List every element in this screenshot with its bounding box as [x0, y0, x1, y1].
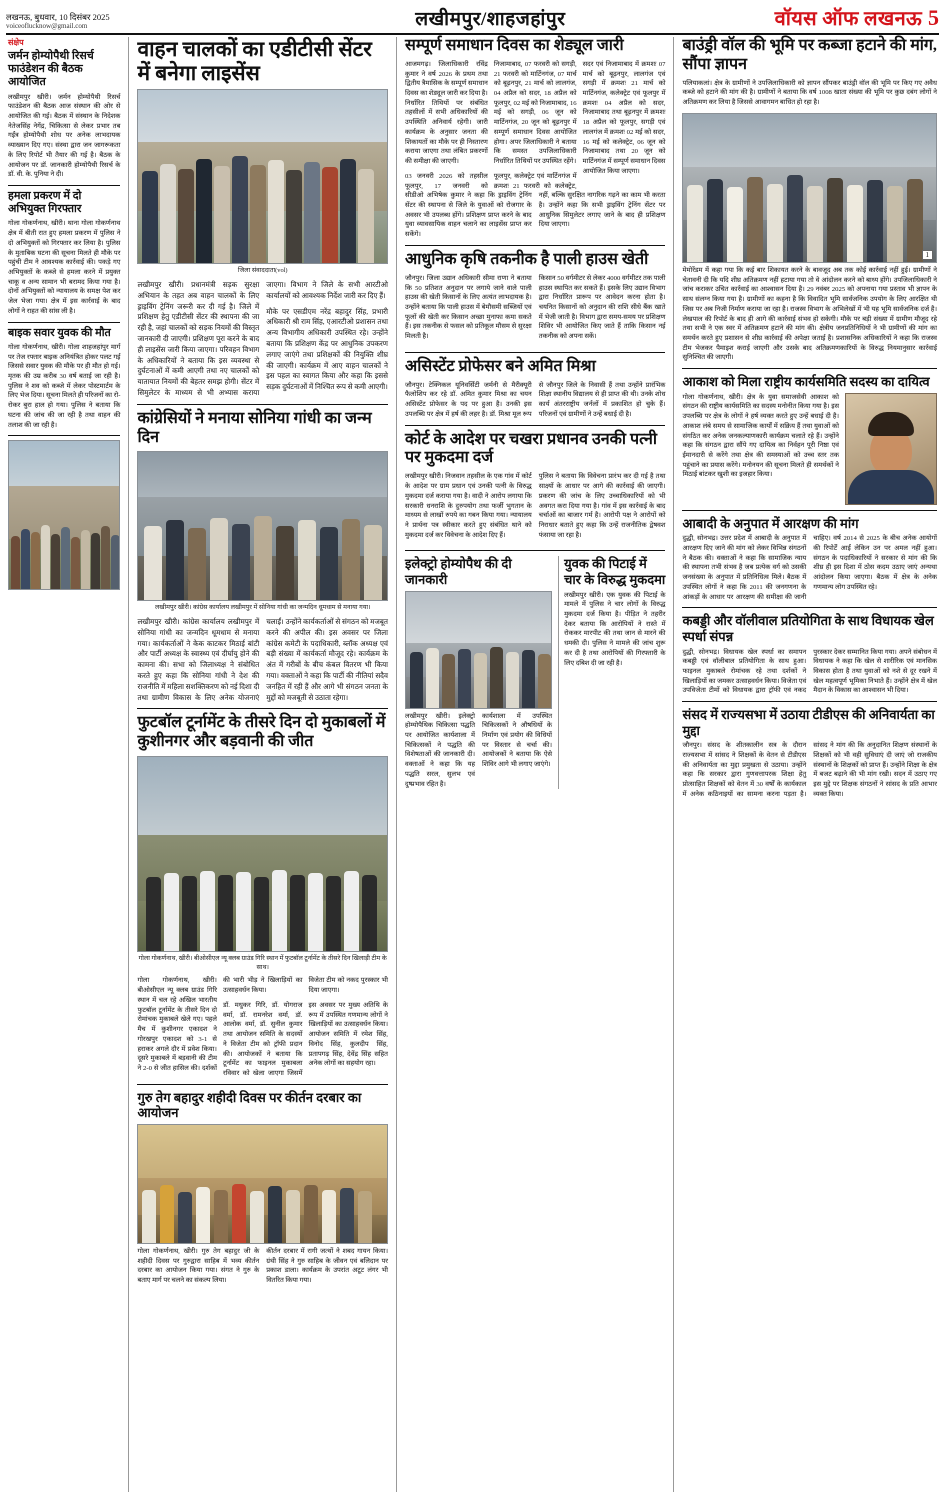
- article-body-assault: गोला गोकर्णनाथ, खीरी। थाना गोला गोकर्णनाथ क्षेत्र में बीती रात हुए हमला प्रकरण में पुलिस ने दो अभियुक्तों को गिरफ्तार कर लिया है। पुलिस के मुताबिक घटना की सूचना मिलते ही मौके पर पहुंची टीम ने आवश्यक कार्रवाई की। पकड़े गए अभियुक्तों के कब्जे से हमला करने में प्रयुक्त चाकू व अन्य सामान भी बरामद किया गया है। दोनों अभियुक्तों को न्यायालय के समक्ष पेश कर जेल भेजा गया। क्षेत्र में इस कार्रवाई के बाद लोगों ने राहत की सांस ली है।: [8, 220, 121, 315]
- column-grid: [6, 37, 939, 1492]
- article-body-samadhan-note-left: सीडीओ अभिषेक कुमार ने कहा कि ड्राइविंग ट्रेनिंग सेंटर की स्थापना से जिले के युवाओं को रोजगार के अवसर भी उपलब्ध होंगे। प्रशिक्षण प्राप्त करने के बाद युवा व्यावसायिक वाहन चलाने का लाइसेंस प्राप्त कर सकेंगे।: [405, 192, 532, 239]
- photo-football-team: [137, 756, 388, 952]
- article-body-hrf: लखीमपुर खीरी। जर्मन होम्योपैथी रिसर्च फाउंडेशन की बैठक आज संस्थान की ओर से आयोजित की गई। बैठक में संस्थान के निदेशक नेतेजसिंह नेगेंद्र, चिकित्सा से लेकर प्रभार तब गईंत्र होम्योपैथी शोध पर अनेक लाभदायक व्याख्यान दिए गए। संस्था द्वारा जन जागरूकता के लिए रिपोर्ट भी तैयार की गई है। बैठक के आयोजन पर डॉ. जानकारी होम्योपैथी रिसर्च के डॉ. वी. के. पुनिया ने दी।: [8, 93, 121, 179]
- crowd-figures: [138, 1167, 387, 1243]
- column-4: [680, 37, 939, 1492]
- article-body-samadhan-1: आजमगढ़। जिलाधिकारी रविंद्र कुमार ने वर्ष 2026 के प्रथम तथा द्वितीय त्रैमासिक के सम्पूर्ण समाधान दिवस का शेड्यूल जारी कर दिया है। निर्धारित तिथियों पर संबंधित तहसीलों में सभी अधिकारियों की उपस्थिति अनिवार्य रहेगी। जारी कार्यक्रम के अनुसार जनता की शिकायतों का मौके पर ही निस्तारण कराया जाएगा तथा लंबित प्रकरणों की समीक्षा की जाएगी।: [405, 60, 488, 166]
- article-body-homeopathy-1: लखीमपुर खीरी। इलेक्ट्रो होम्योपैथिक चिकित्सा पद्धति पर आयोजित कार्यशाला में चिकित्सकों ने पद्धति की विशेषताओं की जानकारी दी। वक्ताओं ने कहा कि यह पद्धति सरल, सुलभ एवं दुष्प्रभाव रहित है।: [405, 712, 476, 788]
- article-body-polyhouse-2: किसान 50 वर्गमीटर से लेकर 4000 वर्गमीटर तक पाली हाउस स्थापित कर सकते हैं। इसके लिए उद्यान विभाग द्वारा निर्धारित प्रारूप पर आवेदन करना होता है। चयनित किसानों को अनुदान की राशि सीधे बैंक खाते में भेजी जाती है। विभाग द्वारा समय-समय पर प्रशिक्षण शिविर भी आयोजित किए जाते हैं ताकि किसान नई तकनीक को अपना सकें।: [538, 274, 666, 341]
- article-title-assault: हमला प्रकरण में दो अभियुक्त गिरफ्तार: [8, 190, 82, 216]
- article-body-football-3: इस अवसर पर मुख्य अतिथि के रूप में उपस्थित गणमान्य लोगों ने खिलाड़ियों का उत्साहवर्धन किया। आयोजन समिति में रमेश सिंह, विनोद सिंह, कुलदीप सिंह, प्रतापगढ़ सिंह, देवेंद्र सिंह सहित अनेक लोगों का सहयोग रहा।: [308, 1001, 388, 1068]
- photo-caption-officials: जिला संवाददाता(vol): [237, 267, 288, 275]
- photo-congress-meeting: [137, 451, 388, 601]
- article-body-court-1: लखीमपुर खीरी। निजवान तहसील के एक गांव में कोर्ट के आदेश पर ग्राम प्रधान एवं उनकी पत्नी के विरुद्ध मुकदमा दर्ज कराया गया है। वादी ने आरोप लगाया कि सरकारी धनराशि के दुरुपयोग तथा फर्जी भुगतान के माध्यम से लाखों रुपये का गबन किया गया। न्यायालय ने प्रार्थना पत्र स्वीकार करते हुए संबंधित थाने को मुकदमा दर्ज कर विवेचना के आदेश दिए हैं।: [405, 473, 532, 539]
- headline-tds-parliament: संसद में राज्यसभा में उठाया टीडीएस की अनिवार्यता का मुद्दा: [682, 707, 935, 738]
- photo-index-label: 1: [922, 250, 934, 260]
- headline-boundary-wall: बाउंड्री वॉल की भूमि पर कब्जा हटाने की मांग, सौंपा ज्ञापन: [682, 37, 937, 73]
- column-1: [6, 37, 122, 1492]
- article-body-football-1: गोला गोकर्णनाथ, खीरी। बीओसीएल न्यू क्लब ग्राउंड गिरि स्थान में चल रहे अखिल भारतीय फुटबॉल टूर्नामेंट के तीसरे दिन दो रोमांचक मुकाबले खेले गए। पहले मैच में कुशीनगर एकादश ने गोरखपुर एकादश को 3-1 से हराकर अगले दौर में प्रवेश किया। दूसरे मुकाबले में बड़वानी की टीम ने 2-0 से जीत हासिल की। दर्शकों की भारी भीड़ ने खिलाड़ियों का उत्साहवर्धन किया।: [137, 977, 303, 1072]
- article-body-sports: दुद्धी, सोनभद्र। विधायक खेल स्पर्धा का समापन कबड्डी एवं वॉलीबाल प्रतियोगिता के साथ हुआ। फाइनल मुकाबले रोमांचक रहे तथा दर्शकों ने खिलाड़ियों का जमकर उत्साहवर्धन किया। विजेता एवं उपविजेता टीमों को विधायक द्वारा ट्रॉफी एवं नकद पुरस्कार देकर सम्मानित किया गया। अपने संबोधन में विधायक ने कहा कि खेल से शारीरिक एवं मानसिक विकास होता है तथा युवाओं को नशे से दूर रखने में खेल महत्वपूर्ण भूमिका निभाते हैं। उन्होंने क्षेत्र में खेल मैदान के विकास का आश्वासन भी दिया।: [682, 648, 937, 695]
- headline-akash-appointment: आकाश को मिला राष्ट्रीय कार्यसमिति सदस्य का दायित्व: [682, 374, 930, 390]
- article-body-youth-beating: लखीमपुर खीरी। एक युवक की पिटाई के मामले में पुलिस ने चार लोगों के विरुद्ध मुकदमा दर्ज किया है। पीड़ित ने तहरीर देकर बताया कि आरोपियों ने रास्ते में रोककर मारपीट की तथा जान से मारने की धमकी दी। पुलिस ने मामले की जांच शुरू कर दी है तथा आरोपियों की गिरफ्तारी के लिए दबिश दी जा रही है।: [564, 591, 666, 667]
- brief-kicker: संक्षेप: [8, 38, 24, 47]
- article-body-samadhan-3: फूलपुर, कलेक्ट्रेट एवं मार्टिनगंज में क्रमशः 21 फरवरी को कलेक्ट्रेट, सदर एवं निजामाबाद में क्रमशः 07 मार्च को बूढ़नपुर, लालगंज एवं सगड़ी में क्रमशः 21 मार्च को मार्टिनगंज, कलेक्ट्रेट एवं फूलपुर में क्रमशः 04 अप्रैल को सदर, निजामाबाद तथा बूढ़नपुर में क्रमशः 18 अप्रैल को फूलपुर, सगड़ी एवं लालगंज में क्रमशः 02 मई को सदर, 16 मई को कलेक्ट्रेट, 06 जून को निजामाबाद तथा 20 जून को मार्टिनगंज में सम्पूर्ण समाधान दिवस आयोजित किया जाएगा।: [493, 60, 666, 190]
- brand-logo: वॉयस ऑफ लखनऊ: [774, 8, 922, 30]
- article-body-sonia: लखीमपुर खीरी। कांग्रेस कार्यालय लखीमपुर में सोनिया गांधी का जन्मदिन धूमधाम से मनाया गया। कार्यकर्ताओं ने केक काटकर मिठाई बांटी और पार्टी अध्यक्ष के स्वास्थ्य एवं दीर्घायु होने की कामना की। सभा को जिलाध्यक्ष ने संबोधित करते हुए कहा कि सोनिया गांधी ने देश की राजनीति में महिला सशक्तिकरण को नई दिशा दी तथा ग्रामीण विकास के लिए अनेक योजनाएं चलाईं। उन्होंने कार्यकर्ताओं से संगठन को मजबूत करने की अपील की। इस अवसर पर जिला कांग्रेस कमेटी के पदाधिकारी, ब्लॉक अध्यक्ष एवं बड़ी संख्या में कार्यकर्ता मौजूद रहे। कार्यक्रम के अंत में गरीबों के बीच कंबल वितरण भी किया गया। वक्ताओं ने कहा कि पार्टी की नीतियां सदैव जनहित में रही हैं और आगे भी संगठन जनता के मुद्दों को मजबूती से उठाता रहेगा।: [137, 618, 388, 702]
- crowd-figures: [138, 139, 387, 264]
- article-body-polyhouse-1: जौनपुर। जिला उद्यान अधिकारी सीमा राणा ने बताया कि 50 प्रतिशत अनुदान पर लगाये जाने वाले पाली हाउस की खेती किसानों के लिए अत्यंत लाभदायक है। उन्होंने बताया कि पाली हाउस में बेमौसमी सब्जियों एवं फूलों की खेती कर किसान अच्छा मुनाफा कमा सकते हैं। इस तकनीक से फसल को प्रतिकूल मौसम से सुरक्षा मिलती है।: [405, 274, 532, 341]
- headline-poly-house: आधुनिक कृषि तकनीक है पाली हाउस खेती: [405, 250, 649, 268]
- page-number: 5: [927, 4, 939, 30]
- headline-assistant-professor: असिस्टेंट प्रोफेसर बने अमित मिश्रा: [405, 357, 596, 375]
- headline-driving-license: वाहन चालकों का एडीटीसी सेंटर में बनेगा लाइसेंस: [137, 37, 372, 86]
- photo-field-gathering: [8, 440, 120, 590]
- article-body-court-2: पुलिस ने बताया कि विवेचना प्रारंभ कर दी गई है तथा साक्ष्यों के आधार पर आगे की कार्रवाई की जाएगी। प्रकरण की जांच के लिए उच्चाधिकारियों को भी अवगत करा दिया गया है। गांव में इस कार्रवाई के बाद चर्चाओं का बाजार गर्म है। आरोपी पक्ष ने आरोपों को निराधार बताते हुए कहा कि उन्हें राजनीतिक द्वेषवश फंसाया जा रहा है।: [538, 473, 666, 539]
- headline-youth-beating-case: युवक की पिटाई में चार के विरुद्ध मुकदमा: [564, 556, 666, 587]
- article-body-akash: गोला गोकर्णनाथ, खीरी। क्षेत्र के युवा समाजसेवी आकाश को संगठन की राष्ट्रीय कार्यसमिति का सदस्य मनोनीत किया गया है। इस उपलब्धि पर क्षेत्र के लोगों ने हर्ष व्यक्त करते हुए उन्हें बधाई दी है। आकाश लंबे समय से सामाजिक कार्यों में सक्रिय हैं तथा युवाओं को संगठित कर अनेक जनकल्याणकारी कार्यक्रम चलाते रहे हैं। उन्होंने कहा कि संगठन द्वारा सौंपे गए दायित्व का निर्वहन पूरी निष्ठा एवं ईमानदारी से करेंगे तथा क्षेत्र की समस्याओं को उच्च स्तर तक पहुंचाने का प्रयास करेंगे। मनोनयन की सूचना मिलते ही समर्थकों ने मिठाई बांटकर खुशी का इजहार किया।: [682, 393, 839, 479]
- edition-date: लखनऊ, बुधवार, 10 दिसंबर 2025: [6, 11, 110, 22]
- headline-guru-teg-bahadur: गुरु तेग बहादुर शहीदी दिवस पर कीर्तन दरबार का आयोजन: [137, 1089, 362, 1121]
- article-body-samadhan-2: 03 जनवरी 2026 को तहसील फूलपुर, 17 जनवरी को निजामाबाद, 07 फरवरी को सगड़ी, 21 फरवरी को मार्टिनगंज, 07 मार्च को बूढ़नपुर, 21 मार्च को लालगंज, 04 अप्रैल को सदर, 18 अप्रैल को फूलपुर, 02 मई को निजामाबाद, 16 मई को सगड़ी, 06 जून को मार्टिनगंज, 20 जून को बूढ़नपुर में सम्पूर्ण समाधान दिवस आयोजित होगा। अपर जिलाधिकारी ने बताया कि समस्त उपजिलाधिकारी निर्धारित तिथियों पर उपस्थित रहेंगे।: [405, 60, 577, 190]
- masthead-left: [6, 12, 206, 31]
- masthead-right: [775, 4, 939, 31]
- masthead: [6, 4, 939, 35]
- article-body-reservation: दुद्धी, सोनभद्र। उत्तर प्रदेश में आबादी के अनुपात में आरक्षण दिए जाने की मांग को लेकर विभिन्न संगठनों ने बैठक की। वक्ताओं ने कहा कि सामाजिक न्याय की स्थापना तभी संभव है जब प्रत्येक वर्ग को उसकी जनसंख्या के अनुपात में प्रतिनिधित्व मिले। बैठक में उपस्थित लोगों ने कहा कि 2011 की जनगणना के आंकड़ों के आधार पर आरक्षण की समीक्षा की जानी चाहिए। वर्ष 2014 से 2025 के बीच अनेक आयोगों की रिपोर्टें आईं लेकिन उन पर अमल नहीं हुआ। संगठन के पदाधिकारियों ने सरकार से मांग की कि शीघ्र ही इस दिशा में ठोस कदम उठाए जाएं अन्यथा आंदोलन किया जाएगा। बैठक में क्षेत्र के अनेक गणमान्य लोग उपस्थित रहे।: [682, 535, 937, 601]
- article-body-license-2: मौके पर एसडीएम नरेंद्र बहादुर सिंह, प्रभारी अधिकारी श्री राम सिंह, एआरटीओ प्रशासन तथा अन्य विभागीय अधिकारी उपस्थित रहे। उन्होंने बताया कि प्रशिक्षण केंद्र पर आधुनिक उपकरण लगाए जाएंगे तथा प्रशिक्षकों की नियुक्ति शीघ्र की जाएगी। कार्यक्रम में आए वाहन चालकों ने इस पहल का स्वागत किया और कहा कि इससे सड़क दुर्घटनाओं में निश्चित रूप से कमी आएगी।: [266, 307, 388, 392]
- photo-officials-group: [137, 89, 388, 264]
- crowd-figures: [683, 158, 936, 262]
- headline-samadhan-diwas: सम्पूर्ण समाधान दिवस का शेड्यूल जारी: [405, 37, 624, 54]
- article-body-football-2: डॉ. मधुकर गिरि, डॉ. योगराज वर्मा, डॉ. रामनरेश वर्मा, डॉ. आलोक वर्मा, डॉ. सुनील कुमार तथा आयोजन समिति के सदस्यों ने विजेता टीम को ट्रॉफी प्रदान की। आयोजकों ने बताया कि टूर्नामेंट का फाइनल मुकाबला रविवार को खेला जाएगा जिसमें विजेता टीम को नकद पुरस्कार भी दिया जाएगा।: [222, 977, 388, 1077]
- article-body-boundary-main: मेमोरेंडम में कहा गया कि कई बार शिकायत करने के बावजूद अब तक कोई कार्रवाई नहीं हुई। ग्रामीणों ने चेतावनी दी कि यदि शीघ्र अतिक्रमण नहीं हटाया गया तो वे आंदोलन करने को बाध्य होंगे। उपजिलाधिकारी ने जांच कराकर उचित कार्रवाई का आश्वासन दिया है। 29 नवंबर 2025 को अपनाया गया प्रस्ताव भी ज्ञापन के साथ संलग्न किया गया है। ग्रामीणों का कहना है कि विवादित भूमि सार्वजनिक उपयोग के लिए आरक्षित थी जिस पर अब निजी निर्माण कराया जा रहा है। राजस्व विभाग के अभिलेखों में भी यह भूमि सार्वजनिक दर्ज है। लेखपाल की रिपोर्ट के बाद ही आगे की कार्रवाई संभव हो सकेगी। मौके पर बड़ी संख्या में ग्रामीण मौजूद रहे तथा सभी ने एक स्वर में अतिक्रमण हटाने की मांग की। क्षेत्रीय जनप्रतिनिधियों ने भी ग्रामीणों की मांग का समर्थन करते हुए प्रशासन से शीघ्र कार्रवाई की अपेक्षा जताई है। प्रशासनिक अधिकारियों ने कहा कि राजस्व टीम भेजकर पैमाइश कराई जाएगी और उसके बाद अतिक्रमणकारियों के विरुद्ध नियमानुसार कार्रवाई सुनिश्चित की जाएगी।: [682, 266, 937, 362]
- article-title-hrf: जर्मन होम्योपैथी रिसर्च फाउंडेशन की बैठक आयोजित: [8, 50, 94, 89]
- photo-kirtan-darbar: [137, 1124, 388, 1244]
- headline-sonia-birthday: कांग्रेसियों ने मनाया सोनिया गांधी का जन्म दिन: [137, 409, 372, 446]
- article-body-guru-2: कीर्तन दरबार में रागी जत्थों ने शबद गायन किया। ग्रंथी सिंह ने गुरु साहिब के जीवन एवं बलिदान पर प्रकाश डाला। कार्यक्रम के उपरांत अटूट लंगर भी वितरित किया गया।: [266, 1247, 388, 1285]
- headline-sports-competition: कबड्डी और वॉलीवाल प्रतियोगिता के साथ विधायक खेल स्पर्धा संपन्न: [682, 613, 934, 644]
- article-body-homeopathy-2: कार्यशाला में उपस्थित चिकित्सकों ने औषधियों के निर्माण एवं प्रयोग की विधियों पर विस्तार से चर्चा की। आयोजकों ने बताया कि ऐसे शिविर आगे भी लगाए जाएंगे।: [482, 712, 553, 769]
- article-body-samadhan-note-right: नहीं, बल्कि सुरक्षित नागरिक गढ़ने का काम भी करता है। उन्होंने कहा कि सभी ड्राइविंग ट्रेनिंग सेंटर पर आधुनिक सिमुलेटर लगाए जाने के बाद ही प्रशिक्षण दिया जाएगा।: [538, 192, 666, 229]
- column-3: [403, 37, 667, 1492]
- photo-memorandum-submission: [682, 113, 937, 263]
- crowd-figures: [406, 631, 551, 708]
- article-title-bike: बाइक सवार युवक की मौत: [8, 326, 111, 339]
- headline-electro-homeopathy: इलेक्ट्रो होम्योपैथ की दी जानकारी: [405, 556, 512, 587]
- photo-homeopathy-workshop: [405, 591, 552, 709]
- article-body-boundary-intro: पलियाकलां। क्षेत्र के ग्रामीणों ने उपजिलाधिकारी को ज्ञापन सौंपकर बाउंड्री वॉल की भूमि पर किए गए अवैध कब्जे को हटाने की मांग की है। ग्रामीणों ने बताया कि वर्ष 1008 खाता संख्या की भूमि पर कुछ दबंग लोगों ने अतिक्रमण कर लिया है जिससे आवागमन बाधित हो रहा है।: [682, 79, 937, 107]
- article-body-bike: गोला गोकर्णनाथ, खीरी। गोला शाहजहांपुर मार्ग पर तेज रफ्तार बाइक अनियंत्रित होकर पलट गई जिससे सवार युवक की मौके पर ही मौत हो गई। मृतक की उम्र करीब 30 वर्ष बताई जा रही है। पुलिस ने शव को कब्जे में लेकर पोस्टमार्टम के लिए भेज दिया। सूचना मिलते ही परिजनों का रो-रोकर बुरा हाल हो गया। पुलिस ने बताया कि घटना की जांच की जा रही है तथा वाहन की तलाश की जा रही है।: [8, 343, 121, 429]
- contact-email: voiceoflucknow@gmail.com: [6, 22, 88, 31]
- article-body-guru-1: गोला गोकर्णनाथ, खीरी। गुरु तेग बहादुर जी के शहीदी दिवस पर गुरुद्वारा साहिब में भव्य कीर्तन दरबार का आयोजन किया गया। संगत ने गुरु के बताए मार्ग पर चलने का संकल्प लिया।: [137, 1247, 260, 1285]
- article-body-license-1: लखीमपुर खीरी। प्रधानमंत्री सड़क सुरक्षा अभियान के तहत अब वाहन चालकों के लिए ड्राइविंग ट्रेनिंग जरूरी कर दी गई है। जिले में प्रशिक्षण हेतु एडीटीसी सेंटर की स्थापना की जा रही है, जहां चालकों को सड़क नियमों की विस्तृत जानकारी दी जाएगी। प्रशिक्षण पूरा करने के बाद ही लाइसेंस जारी किया जाएगा। परिवहन विभाग के अधिकारियों ने बताया कि इस व्यवस्था से दुर्घटनाओं में कमी आएगी तथा नए चालकों को यातायात नियमों की बेहतर समझ होगी। सेंटर में सिमुलेटर के माध्यम से भी अभ्यास कराया जाएगा। विभाग ने जिले के सभी आरटीओ कार्यालयों को आवश्यक निर्देश जारी कर दिए हैं।: [137, 280, 388, 397]
- article-body-assistant-professor: जौनपुर। टेक्निकल यूनिवर्सिटी जर्मनी से मैरीक्यूरी फैलोशिप कर रहे डॉ. अमित कुमार मिश्रा का चयन असिस्टेंट प्रोफेसर के पद पर हुआ है। उनकी इस उपलब्धि पर क्षेत्र में हर्ष की लहर है। डॉ. मिश्रा मूल रूप से जौनपुर जिले के निवासी हैं तथा उन्होंने प्रारंभिक शिक्षा स्थानीय विद्यालय से ही प्राप्त की थी। उनके शोध कार्य अंतरराष्ट्रीय जर्नलों में प्रकाशित हो चुके हैं। परिजनों एवं ग्रामीणों ने उन्हें बधाई दी है।: [405, 381, 666, 418]
- portrait-akash: [845, 393, 937, 505]
- crowd-figures: [138, 497, 387, 601]
- article-body-tds: जौनपुर। संसद के शीतकालीन सत्र के दौरान राज्यसभा में सांसद ने शिक्षकों के वेतन से टीडीएस की अनिवार्यता का मुद्दा प्रमुखता से उठाया। उन्होंने कहा कि सरकार द्वारा गुणवत्तापरक शिक्षा हेतु प्रोत्साहित शिक्षकों को वेतन में 30 वर्षों के कार्यकाल में अनेक कठिनाइयों का सामना करना पड़ता है। सांसद ने मांग की कि अनुदानित शिक्षण संस्थानों के शिक्षकों को भी वही सुविधाएं दी जाएं जो राजकीय संस्थानों के शिक्षकों को प्राप्त हैं। उन्होंने शिक्षा के क्षेत्र में बजट बढ़ाने की भी मांग रखी। सदन में उठाए गए इस मुद्दे पर शिक्षक संगठनों ने सांसद के प्रति आभार व्यक्त किया।: [682, 742, 937, 798]
- team-figures: [138, 843, 387, 952]
- headline-court-order-pradhan: कोर्ट के आदेश पर चखरा प्रधानव उनकी पत्नी पर मुकदमा दर्ज: [405, 430, 658, 467]
- crowd-figures: [9, 498, 119, 590]
- headline-reservation-demand: आबादी के अनुपात में आरक्षण की मांग: [682, 515, 859, 531]
- column-2: [135, 37, 390, 1492]
- photo-caption-congress: लखीमपुर खीरी। कांग्रेस कार्यालय लखीमपुर में सोनिया गांधी का जन्मदिन धूमधाम से मनाया गया।: [154, 604, 371, 612]
- section-title: लखीमपुर/शाहजहांपुर: [415, 9, 566, 30]
- photo-caption-football: गोला गोकर्णनाथ, खीरी। बीओसीएल न्यू क्लब ग्राउंड गिरि स्थान में फुटबॉल टूर्नामेंट के तीसरे दिन खिलाड़ी टीम के साथ।: [138, 955, 387, 971]
- headline-football-tournament: फुटबॉल टूर्नामेंट के तीसरे दिन दो मुकाबलों में कुशीनगर और बड़वानी की जीत: [137, 714, 386, 751]
